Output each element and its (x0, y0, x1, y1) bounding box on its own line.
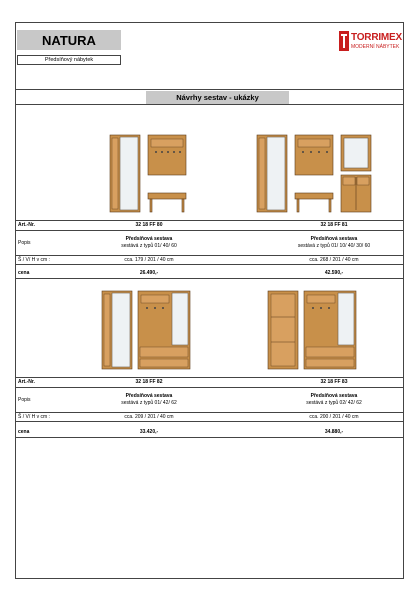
section-title: Návrhy sestav - ukázky (146, 91, 289, 104)
item-name-80: Předsíňová sestava (125, 236, 173, 242)
row-line (15, 220, 404, 221)
item-dimensions-83: cca. 200 / 201 / 40 cm (309, 414, 359, 420)
hallway-set-81-illustration (255, 130, 375, 215)
price-label: cena (18, 429, 30, 435)
row-line (15, 421, 404, 422)
item-dimensions-82: cca. 209 / 201 / 40 cm (124, 414, 174, 420)
art-label: Art.-Nr. (18, 222, 35, 228)
item-name-83: Předsíňová sestava (310, 393, 358, 399)
art-number-82: 32 18 FF 82 (135, 379, 163, 385)
item-composition-82: sestává z typů 01/ 42/ 62 (121, 400, 177, 406)
dimensions-label: Š / V/ H v cm : (18, 414, 50, 420)
item-price-82: 33.420,- (139, 429, 159, 435)
row-line (15, 264, 404, 265)
row-line (15, 437, 404, 438)
row-line (15, 278, 404, 279)
art-number-83: 32 18 FF 83 (320, 379, 348, 385)
item-composition-83: sestává z typů 02/ 42/ 62 (306, 400, 362, 406)
item-composition-80: sestává z typů 01/ 40/ 60 (121, 243, 177, 249)
page-title: NATURA (17, 30, 121, 50)
row-line (15, 230, 404, 231)
popis-label: Popis (18, 397, 31, 403)
hallway-set-82-illustration (100, 287, 196, 372)
art-label: Art.-Nr. (18, 379, 35, 385)
item-price-81: 42.590,- (324, 270, 344, 276)
item-dimensions-80: cca. 179 / 201 / 40 cm (124, 257, 174, 263)
row-line (15, 412, 404, 413)
torrimex-logo-icon (339, 31, 349, 51)
item-price-83: 34.880,- (324, 429, 344, 435)
item-dimensions-81: cca. 268 / 201 / 40 cm (309, 257, 359, 263)
item-composition-81: sestává z typů 01/ 10/ 40/ 30/ 60 (297, 243, 371, 249)
dimensions-label: Š / V/ H v cm : (18, 257, 50, 263)
item-price-80: 26.490,- (139, 270, 159, 276)
hallway-set-83-illustration (266, 287, 362, 372)
logo-name: TORRIMEX (351, 32, 402, 43)
art-number-81: 32 18 FF 81 (320, 222, 348, 228)
item-name-81: Předsíňová sestava (310, 236, 358, 242)
art-number-80: 32 18 FF 80 (135, 222, 163, 228)
page-subtitle: Předsíňový nábytek (17, 55, 121, 65)
row-line (15, 387, 404, 388)
item-name-82: Předsíňová sestava (125, 393, 173, 399)
row-line (15, 377, 404, 378)
price-label: cena (18, 270, 30, 276)
hallway-set-80-illustration (108, 130, 190, 215)
row-line (15, 255, 404, 256)
brand-logo (339, 31, 401, 53)
popis-label: Popis (18, 240, 31, 246)
logo-tag: MODERNÍ NÁBYTEK (351, 44, 400, 50)
